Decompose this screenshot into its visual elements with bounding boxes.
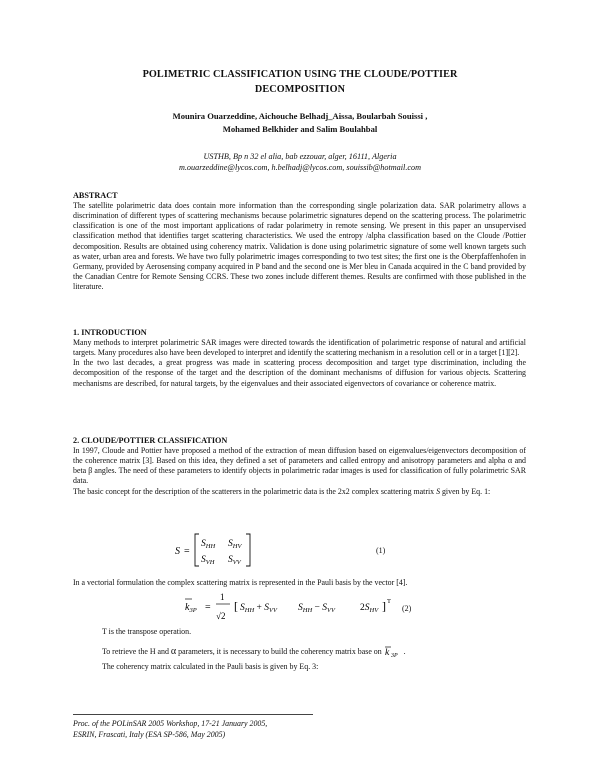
section-2-para2-b: given by Eq. 1: xyxy=(440,486,491,496)
eq2-numerator: 1 xyxy=(220,592,225,602)
section-2-para1-a: In 1997, Cloude and Pottier have proposed a method of the extraction of mean diffusion based on eigenvalues/eigenvectors decomposition of the coherence matrix [3]. Based on this idea, they defined a set of parameters and called entropy and anisotropy parameters and alpha xyxy=(73,446,526,466)
eq2-equals: = xyxy=(205,602,211,613)
footnote-rule xyxy=(73,714,313,715)
introduction-paragraph-1: Many methods to interpret polarimetric SAR images were directed towards the identification of polarimetric response of natural and artificial targets. Many procedures also have been developed to interpret and identify the scattering mechanism in a resolution cell or in a target [1][2]. xyxy=(73,338,526,358)
coherency-matrix-line: The coherency matrix calculated in the Pauli basis is given by Eq. 3: xyxy=(102,662,319,671)
eq1-right-bracket xyxy=(246,534,250,566)
proceedings-footnote xyxy=(73,718,373,740)
scattering-matrix-symbol: S xyxy=(436,486,441,496)
eq1-S-symbol: S xyxy=(175,546,180,557)
section-2-para1-c: angles. The need of these parameters to identify objects in polarimetric radar images is used for classification of fully polarimetric SAR data. xyxy=(73,466,526,486)
equation-2-number: (2) xyxy=(402,604,412,613)
abstract-text: The satellite polarimetric data does contain more information than the corresponding single polarization data. SAR polarimetry allows a discrimination of different types of scattering mechanisms because polarimetric signatures depend on the scattering process. The polarimetric classification is one of the most important applications of radar polarimetry in remote sensing. We present in this paper an unsupervised classification method that identifies target scattering characteristics. We used the entropy /alpha classification based on the Cloude /Pottier decomposition. Results are obtained using coherency matrix. Validation is done using polarimetric signature of some well known targets such as water, urban area and forests. We have two fully polarimetric images corresponding to two test sites; the first one is the Oberpfaffenhofen in Germany, provided by Aerosensing company acquired in P band and the second one is Mer bleu in Canada acquired in the C band provided by the Canadian Centre for Remote Sensing CCRS. These two zones include different themes. Results are confirmed with those published in the literature. xyxy=(73,201,526,292)
eq1-left-bracket xyxy=(195,534,199,566)
svg-text:3P: 3P xyxy=(390,653,398,657)
title-line-2: DECOMPOSITION xyxy=(254,84,346,95)
eq2-term-2: $S_{HH} - S_{VV}$ xyxy=(298,603,335,614)
eq2-term-3: $2S_{HV}$ xyxy=(360,603,379,614)
introduction-heading: 1. INTRODUCTION xyxy=(73,328,147,337)
eq1-equals: = xyxy=(184,546,190,557)
eq1-S-VV: $S_{VV}$ xyxy=(228,555,241,566)
footnote-line-2: ESRIN, Frascati, Italy (ESA SP-586, May 2005) xyxy=(73,730,226,739)
eq1-S-HH: $S_{HH}$ xyxy=(201,539,216,550)
retrieve-text-a: To retrieve the H and xyxy=(102,647,171,656)
equation-2-pauli-vector xyxy=(180,585,420,625)
section-2-para2-a: The basic concept for the description of the scatterers in the polarimetric data is the 2x2 complex scattering matrix xyxy=(73,486,437,496)
pauli-basis-paragraph: In a vectorial formulation the complex scattering matrix is represented in the Pauli basis by the vector [4]. xyxy=(73,578,408,587)
affiliation-emails: m.ouarzeddine@lycos.com, h.belhadj@lycos.com, souissib@hotmail.com xyxy=(178,163,422,172)
alpha-symbol: α xyxy=(507,456,513,466)
retrieve-text-b: parameters, it is necessary to build the coherency matrix base on xyxy=(176,647,384,656)
eq2-sqrt2: √2 xyxy=(216,611,226,621)
retrieve-text-c: . xyxy=(403,647,406,656)
abstract-heading: ABSTRACT xyxy=(73,191,118,200)
affiliation xyxy=(60,151,540,173)
footnote-line-1: Proc. of the POLinSAR 2005 Workshop, 17-21 January 2005, xyxy=(73,719,268,728)
section-2-para1-b: and beta xyxy=(73,456,526,476)
transpose-note: T is the transpose operation. xyxy=(102,627,192,636)
section-2-paragraph-1 xyxy=(73,446,526,487)
eq1-S-HV: $S_{HV}$ xyxy=(228,539,242,550)
retrieve-k3p-symbol xyxy=(384,645,404,657)
eq2-term-1: $S_{HH} + S_{VV}$ xyxy=(240,603,277,614)
eq2-transpose-T: T xyxy=(387,598,391,605)
retrieve-alpha-symbol: α xyxy=(170,646,177,657)
eq2-open-bracket: [ xyxy=(234,599,238,613)
authors-line-2: Mohamed Belkhider and Salim Boulahbal xyxy=(222,124,378,134)
title-line-1: POLIMETRIC CLASSIFICATION USING THE CLOUDE/POTTIER xyxy=(142,69,458,80)
beta-symbol: β xyxy=(88,466,93,476)
paper-title xyxy=(60,67,540,97)
section-2-paragraph-2 xyxy=(73,487,526,497)
eq2-k-vector: $k_{3P}$ xyxy=(185,602,197,614)
svg-text:k: k xyxy=(384,648,389,657)
equation-1-number: (1) xyxy=(376,546,386,555)
authors-line-1: Mounira Ouarzeddine, Aichouche Belhadj_Aissa, Boularbah Souissi , xyxy=(172,111,428,121)
equation-1-scattering-matrix xyxy=(170,530,290,570)
abstract-section xyxy=(73,191,526,292)
retrieve-parameters-line xyxy=(102,645,532,657)
introduction-section xyxy=(73,328,526,389)
author-list xyxy=(60,110,540,136)
eq1-S-VH: $S_{VH}$ xyxy=(201,555,215,566)
cloude-pottier-section xyxy=(73,436,526,497)
section-2-heading: 2. CLOUDE/POTTIER CLASSIFICATION xyxy=(73,436,228,445)
affiliation-address: USTHB, Bp n 32 el alia, bab ezzouar, alger, 16111, Algeria xyxy=(203,152,397,161)
eq2-close-bracket: ] xyxy=(382,599,386,613)
introduction-paragraph-2: In the two last decades, a great progress was made in scattering process decomposition and target type discrimination, including the decomposition of the response of the target and the description of the dominant mechanisms of diffusion for various objects. Scattering mechanisms are described, for natural targets, by the eigenvalues and their associated eigenvectors of covariance or coherence matrix. xyxy=(73,358,526,388)
